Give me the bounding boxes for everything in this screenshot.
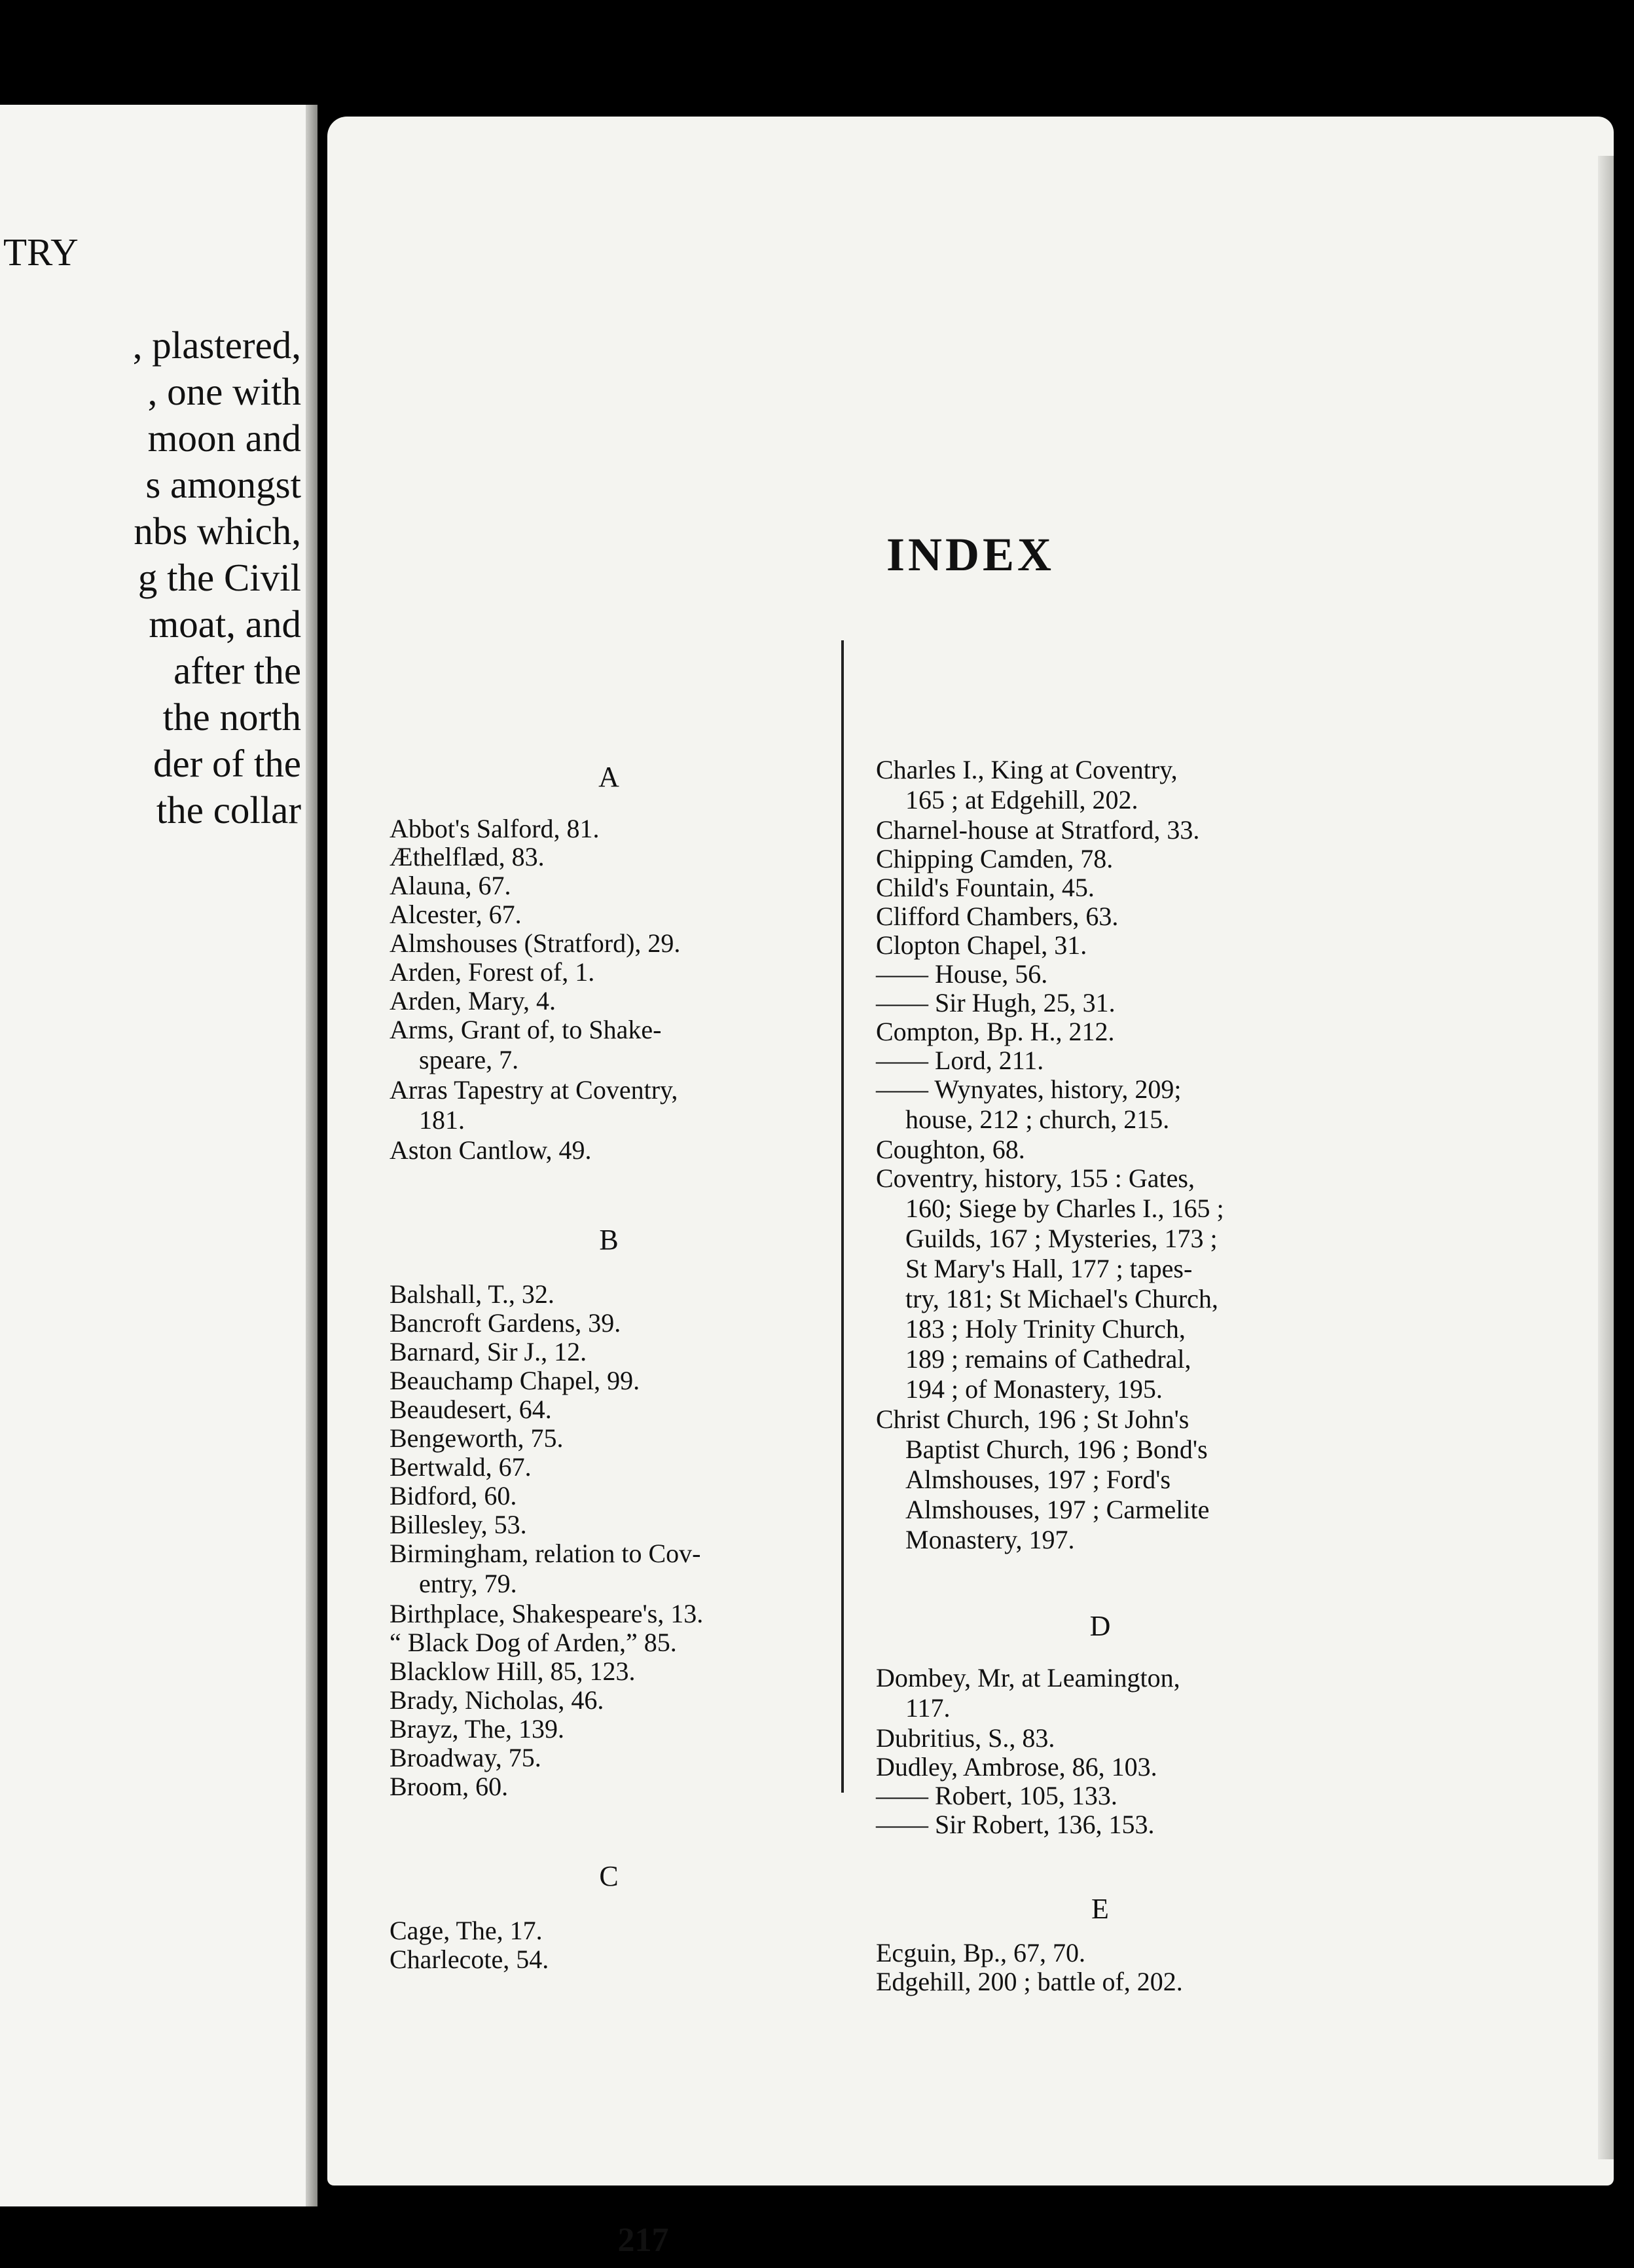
index-entry-line: Christ Church, 196 ; St John's	[876, 1404, 1189, 1434]
index-entry-continuation: Monastery, 197.	[905, 1525, 1075, 1554]
index-section-letter: E	[1091, 1893, 1109, 1925]
index-entry	[390, 1628, 828, 1658]
right-page	[327, 117, 1614, 2186]
index-entry	[876, 1938, 1324, 1968]
left-page-line: TRY	[3, 230, 79, 274]
index-entry	[876, 1163, 1324, 1404]
column-rule	[841, 640, 844, 1793]
index-entry	[390, 1015, 828, 1075]
index-entry-line: Dudley, Ambrose, 86, 103.	[876, 1752, 1157, 1782]
index-entry	[876, 815, 1324, 845]
left-page-line: s amongst	[145, 463, 301, 506]
left-page-line: nbs which,	[134, 509, 301, 553]
index-entry	[390, 900, 828, 930]
index-entry-continuation: 189 ; remains of Cathedral,	[905, 1344, 1191, 1374]
index-entry-line: —— Sir Robert, 136, 153.	[876, 1810, 1155, 1839]
index-entry-line: Child's Fountain, 45.	[876, 873, 1095, 902]
index-entry-line: Clopton Chapel, 31.	[876, 930, 1087, 960]
index-entry-line: Almshouses (Stratford), 29.	[390, 928, 681, 958]
index-entry-line: Ecguin, Bp., 67, 70.	[876, 1938, 1085, 1967]
left-page-line: the north	[162, 695, 301, 739]
index-entry-line: Alauna, 67.	[390, 871, 511, 900]
index-entry	[876, 902, 1324, 932]
index-entry-line: Billesley, 53.	[390, 1510, 527, 1539]
index-entry	[876, 1404, 1324, 1555]
index-entry	[876, 1810, 1324, 1840]
index-entry-line: Alcester, 67.	[390, 900, 522, 929]
left-page-line: , one with	[147, 370, 301, 413]
index-entry-line: Æthelflæd, 83.	[390, 842, 545, 871]
left-page	[0, 105, 318, 2206]
index-entry	[876, 844, 1324, 874]
index-entry-line: Aston Cantlow, 49.	[390, 1135, 592, 1165]
index-entry-line: Blacklow Hill, 85, 123.	[390, 1656, 636, 1686]
index-entry-line: Beaudesert, 64.	[390, 1395, 552, 1424]
index-entry	[390, 1685, 828, 1715]
left-page-line: , plastered,	[132, 323, 301, 367]
index-entry	[390, 1916, 828, 1946]
index-entry	[390, 1772, 828, 1802]
index-entry	[390, 1539, 828, 1599]
index-entry-line: —— Sir Hugh, 25, 31.	[876, 988, 1116, 1017]
index-entry-line: Balshall, T., 32.	[390, 1279, 554, 1309]
index-entry-line: Chipping Camden, 78.	[876, 844, 1114, 873]
index-entry-line: Coughton, 68.	[876, 1135, 1025, 1164]
index-entry-continuation: house, 212 ; church, 215.	[905, 1105, 1170, 1134]
left-page-line: the collar	[156, 788, 301, 832]
index-entry-line: Beauchamp Chapel, 99.	[390, 1366, 640, 1395]
index-entry-line: Arras Tapestry at Coventry,	[390, 1075, 678, 1105]
page-edge	[1598, 156, 1614, 2159]
index-entry-continuation: entry, 79.	[419, 1569, 517, 1598]
index-section-letter: B	[599, 1224, 619, 1256]
index-entry	[876, 1046, 1324, 1076]
index-entry-line: Dombey, Mr, at Leamington,	[876, 1663, 1180, 1692]
index-entry-line: Charnel-house at Stratford, 33.	[876, 815, 1200, 845]
index-entry-continuation: try, 181; St Michael's Church,	[905, 1284, 1218, 1313]
index-section-letter: D	[1089, 1610, 1111, 1642]
index-entry	[876, 930, 1324, 960]
index-entry-line: Coventry, history, 155 : Gates,	[876, 1163, 1195, 1193]
index-entry	[390, 842, 828, 872]
index-entry	[390, 1308, 828, 1338]
index-entry-line: Brayz, The, 139.	[390, 1714, 564, 1744]
left-page-line: der of the	[153, 742, 301, 785]
index-entry-line: Brady, Nicholas, 46.	[390, 1685, 604, 1715]
index-entry-continuation: Baptist Church, 196 ; Bond's	[905, 1435, 1208, 1464]
index-entry	[876, 1017, 1324, 1047]
left-page-line: g the Civil	[137, 556, 301, 599]
index-entry	[390, 1366, 828, 1396]
index-entry-line: Dubritius, S., 83.	[876, 1723, 1055, 1753]
index-entry	[390, 928, 828, 959]
index-entry	[876, 1135, 1324, 1165]
index-entry	[390, 1599, 828, 1629]
index-entry	[390, 1279, 828, 1309]
index-entry-line: Arden, Mary, 4.	[390, 986, 556, 1015]
index-entry	[390, 1452, 828, 1482]
index-entry-line: Barnard, Sir J., 12.	[390, 1337, 587, 1366]
index-entry-continuation: Almshouses, 197 ; Carmelite	[905, 1495, 1210, 1524]
index-section-letter: C	[599, 1860, 619, 1892]
index-entry-continuation: Almshouses, 197 ; Ford's	[905, 1465, 1171, 1494]
index-entry-line: Compton, Bp. H., 212.	[876, 1017, 1115, 1046]
index-entry-line: Bengeworth, 75.	[390, 1423, 564, 1453]
left-page-line: after the	[173, 649, 301, 692]
index-entry	[390, 1075, 828, 1135]
index-entry	[876, 1723, 1324, 1753]
index-entry	[390, 1656, 828, 1687]
index-entry	[876, 959, 1324, 989]
index-entry-line: Birthplace, Shakespeare's, 13.	[390, 1599, 704, 1628]
index-entry-line: Cage, The, 17.	[390, 1916, 543, 1945]
left-page-text	[0, 229, 308, 833]
index-entry-line: Birmingham, relation to Cov-	[390, 1539, 701, 1568]
index-entry-line: “ Black Dog of Arden,” 85.	[390, 1628, 677, 1657]
index-entry	[876, 1781, 1324, 1811]
index-entry	[390, 1337, 828, 1367]
index-entry-continuation: Guilds, 167 ; Mysteries, 173 ;	[905, 1224, 1218, 1253]
index-entry-line: Edgehill, 200 ; battle of, 202.	[876, 1967, 1183, 1996]
index-entry	[876, 755, 1324, 815]
index-entry	[390, 814, 828, 844]
index-entry-line: Arden, Forest of, 1.	[390, 957, 595, 987]
left-page-line: moat, and	[149, 602, 301, 646]
index-entry	[876, 1663, 1324, 1723]
index-entry-continuation: 194 ; of Monastery, 195.	[905, 1374, 1163, 1404]
index-entry	[390, 957, 828, 987]
index-entry	[390, 1481, 828, 1511]
index-entry	[876, 1074, 1324, 1135]
left-page-line	[0, 276, 308, 322]
index-entry	[390, 1135, 828, 1165]
index-section-letter: A	[598, 761, 619, 793]
index-entry-continuation: 160; Siege by Charles I., 165 ;	[905, 1194, 1224, 1223]
page-title: INDEX	[886, 528, 1055, 581]
index-entry	[390, 1714, 828, 1744]
page-number: 217	[617, 2222, 669, 2259]
index-entry-line: Clifford Chambers, 63.	[876, 902, 1119, 931]
index-entry	[876, 1967, 1324, 1997]
index-entry-line: Broadway, 75.	[390, 1743, 541, 1772]
index-entry	[876, 1752, 1324, 1782]
index-entry	[390, 1423, 828, 1454]
index-entry-line: Abbot's Salford, 81.	[390, 814, 600, 843]
index-entry	[390, 1743, 828, 1773]
index-entry-continuation: 181.	[419, 1105, 465, 1135]
index-entry-line: Bancroft Gardens, 39.	[390, 1308, 621, 1338]
index-entry	[876, 873, 1324, 903]
index-entry	[390, 1510, 828, 1540]
index-entry	[390, 1945, 828, 1975]
left-page-line: moon and	[147, 416, 301, 460]
index-entry-line: Arms, Grant of, to Shake-	[390, 1015, 662, 1044]
index-entry-line: Charlecote, 54.	[390, 1945, 549, 1974]
index-entry-continuation: 117.	[905, 1693, 951, 1723]
index-entry-line: Bertwald, 67.	[390, 1452, 532, 1482]
index-entry-continuation: St Mary's Hall, 177 ; tapes-	[905, 1254, 1193, 1283]
index-entry-line: —— House, 56.	[876, 959, 1048, 989]
index-entry-continuation: speare, 7.	[419, 1045, 519, 1074]
index-entry-line: —— Robert, 105, 133.	[876, 1781, 1117, 1810]
index-entry-line: Bidford, 60.	[390, 1481, 517, 1510]
index-entry-continuation: 183 ; Holy Trinity Church,	[905, 1314, 1186, 1344]
index-entry	[390, 986, 828, 1016]
index-entry	[390, 871, 828, 901]
index-entry-line: —— Lord, 211.	[876, 1046, 1044, 1075]
index-entry	[390, 1395, 828, 1425]
index-entry	[876, 988, 1324, 1018]
index-entry-line: Broom, 60.	[390, 1772, 509, 1801]
index-entry-line: Charles I., King at Coventry,	[876, 755, 1178, 784]
index-entry-line: —— Wynyates, history, 209;	[876, 1074, 1182, 1104]
index-entry-continuation: 165 ; at Edgehill, 202.	[905, 785, 1138, 814]
